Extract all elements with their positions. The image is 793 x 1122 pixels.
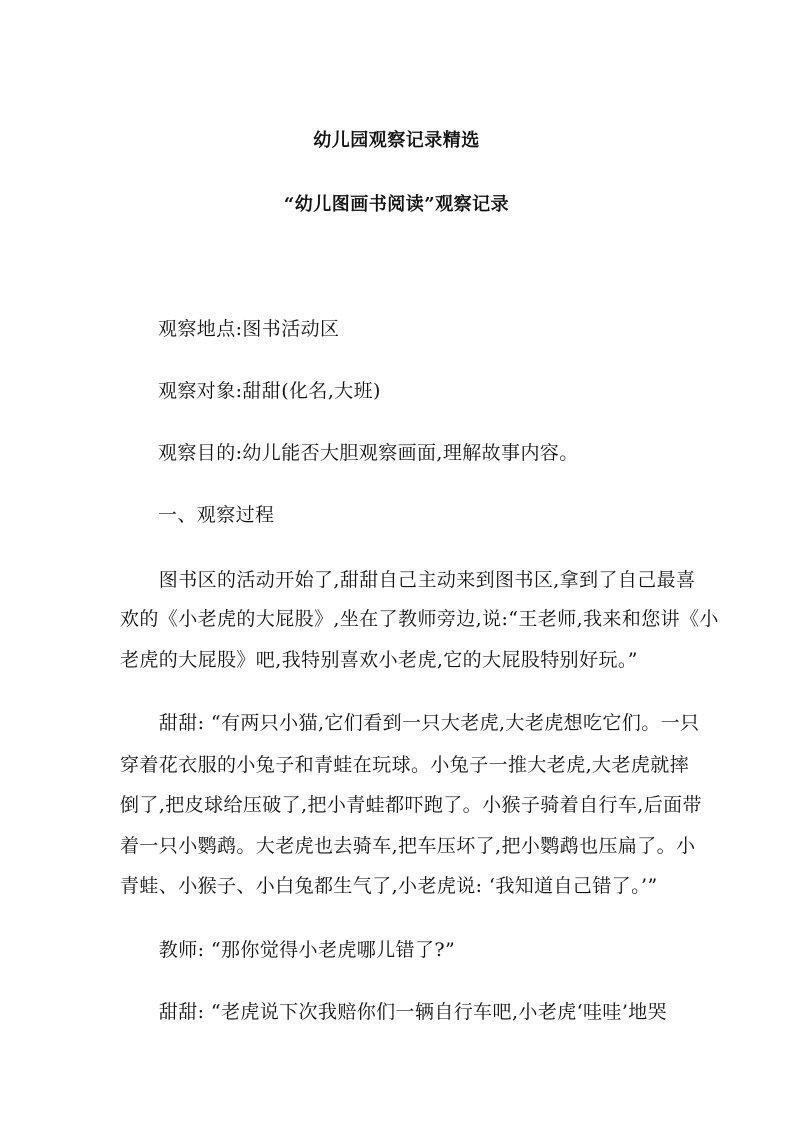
paragraph-line: 老虎的大屁股》吧,我特别喜欢小老虎,它的大屁股特别好玩。” <box>120 649 638 671</box>
paragraph-line: 穿着花衣服的小兔子和青蛙在玩球。小兔子一推大老虎,大老虎就摔 <box>120 754 690 776</box>
paragraph-line: 甜甜: “有两只小猫,它们看到一只大老虎,大老虎想吃它们。一只 <box>120 712 700 734</box>
paragraph-line: 甜甜: “老虎说下次我赔你们一辆自行车吧,小老虎‘哇哇’地哭 <box>120 1001 668 1023</box>
paragraph-line: 着一只小鹦鹉。大老虎也去骑车,把车压坏了,把小鹦鹉也压扁了。小 <box>120 835 696 857</box>
document-subtitle: “幼儿图画书阅读”观察记录 <box>283 194 510 215</box>
paragraph-line: 倒了,把皮球给压破了,把小青蛙都吓跑了。小猴子骑着自行车,后面带 <box>120 794 702 816</box>
observation-subject: 观察对象:甜甜(化名,大班) <box>158 380 381 402</box>
paragraph-line: 教师: “那你觉得小老虎哪儿错了?” <box>120 939 456 961</box>
paragraph-line: 欢的《小老虎的大屁股》,坐在了教师旁边,说:“王老师,我来和您讲《小 <box>120 608 719 630</box>
paragraph-line: 图书区的活动开始了,甜甜自己主动来到图书区,拿到了自己最喜 <box>120 569 696 591</box>
paragraph-line: 青蛙、小猴子、小白兔都生气了,小老虎说: ‘我知道自己错了。’” <box>120 875 658 897</box>
observation-goal: 观察目的:幼儿能否大胆观察画面,理解故事内容。 <box>158 442 579 464</box>
document-title: 幼儿园观察记录精选 <box>313 130 480 151</box>
observation-location: 观察地点:图书活动区 <box>158 318 340 340</box>
section-heading: 一、观察过程 <box>158 504 275 526</box>
